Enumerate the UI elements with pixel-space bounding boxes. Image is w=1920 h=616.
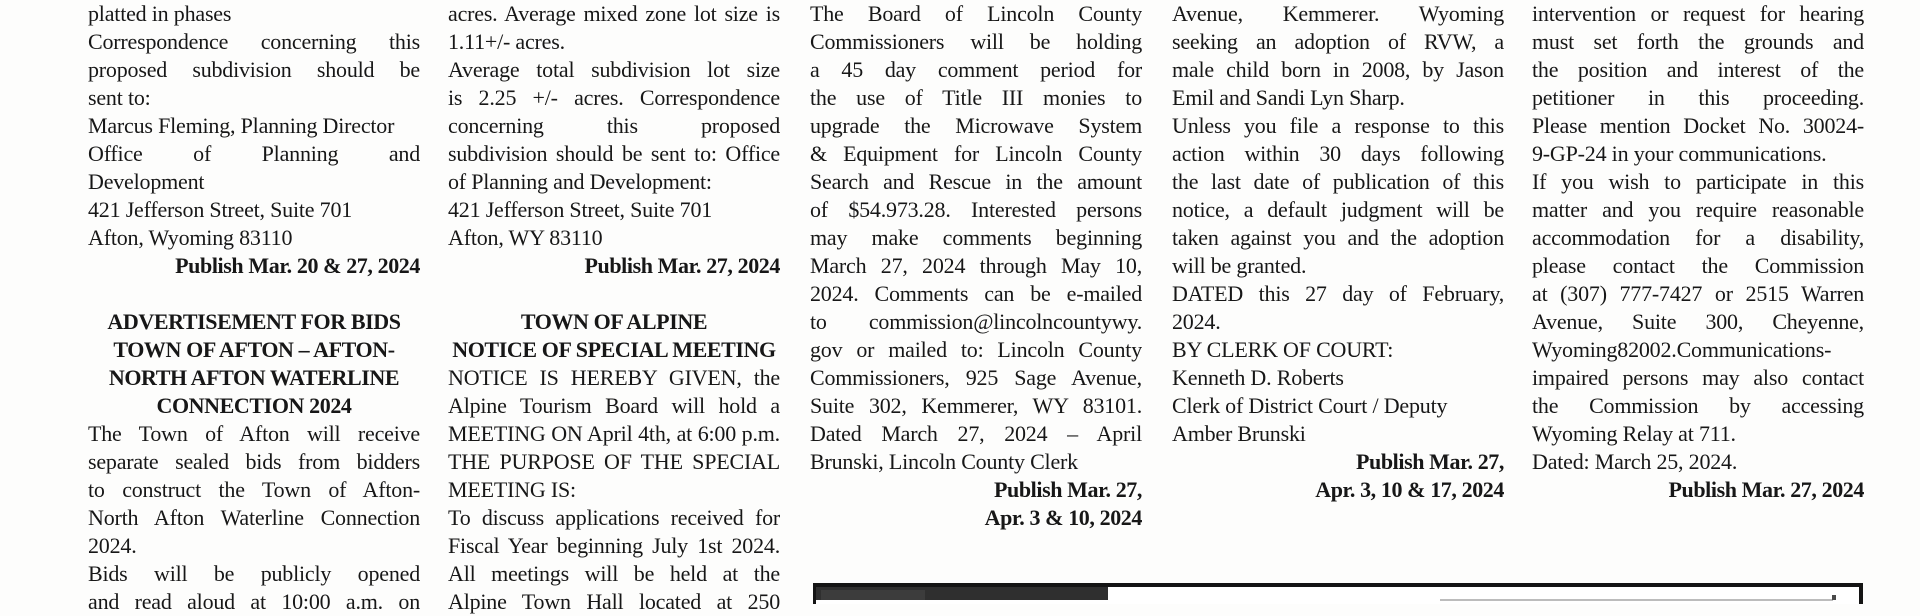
notice-line: Avenue, Kemmerer. Wyoming xyxy=(1172,1,1504,26)
notice-line: subdivision should be sent to: Office xyxy=(448,141,780,166)
notice-line: sent to: xyxy=(88,85,151,110)
notice-line: 1.11+/- acres. xyxy=(448,29,565,54)
notice-line: Wyoming82002.Communications- xyxy=(1532,337,1832,362)
notice-line: Afton, WY 83110 xyxy=(448,225,603,250)
notice-line: Search and Rescue in the amount xyxy=(810,169,1142,194)
notice-line: the Commission by accessing xyxy=(1532,393,1864,418)
notice-line: 421 Jefferson Street, Suite 701 xyxy=(88,197,353,222)
notice-line: North Afton Waterline Connection xyxy=(88,505,420,530)
notice-line: Unless you file a response to this xyxy=(1172,113,1504,138)
notice-line: The Board of Lincoln County xyxy=(810,1,1142,26)
notice-line: Commissioners, 925 Sage Avenue, xyxy=(810,365,1142,390)
notice-line: Wyoming Relay at 711. xyxy=(1532,421,1736,446)
notice-line: 2024. xyxy=(88,533,137,558)
notice-line: Afton, Wyoming 83110 xyxy=(88,225,293,250)
notice-line: Apr. 3, 10 & 17, 2024 xyxy=(1315,477,1504,502)
notice-line: Suite 302, Kemmerer, WY 83101. xyxy=(810,393,1142,418)
notice-line: Alpine Town Hall located at 250 xyxy=(448,589,780,614)
notice-line: ADVERTISEMENT FOR BIDS xyxy=(107,309,401,334)
notice-line: NOTICE OF SPECIAL MEETING xyxy=(452,337,776,362)
notice-line: Emil and Sandi Lyn Sharp. xyxy=(1172,85,1405,110)
notice-line: Fiscal Year beginning July 1st 2024. xyxy=(448,533,780,558)
notice-line: concerning this proposed xyxy=(448,113,780,138)
ad-dark-panel-highlight xyxy=(821,590,925,600)
notice-line: CONNECTION 2024 xyxy=(156,393,352,418)
bottom-ad-box xyxy=(813,583,1863,604)
notice-line: at (307) 777-7427 or 2515 Warren xyxy=(1532,281,1864,306)
notice-line: taken against you and the adoption xyxy=(1172,225,1504,250)
notice-line: All meetings will be held at the xyxy=(448,561,780,586)
notice-line: a 45 day comment period for xyxy=(810,57,1142,82)
notice-line: notice, a default judgment will be xyxy=(1172,197,1504,222)
notice-column-1 xyxy=(88,0,420,616)
notice-line: NORTH AFTON WATERLINE xyxy=(108,365,400,390)
notice-line: Apr. 3 & 10, 2024 xyxy=(984,505,1142,530)
notice-line: gov or mailed to: Lincoln County xyxy=(810,337,1142,362)
notice-line: Commissioners will be holding xyxy=(810,29,1142,54)
notice-line: Avenue, Suite 300, Cheyenne, xyxy=(1532,309,1864,334)
notice-line: Marcus Fleming, Planning Director xyxy=(88,113,395,138)
notice-line: Clerk of District Court / Deputy xyxy=(1172,393,1448,418)
notice-line: 2024. Comments can be e-mailed xyxy=(810,281,1142,306)
spacer-line xyxy=(448,280,780,308)
notice-line: matter and you require reasonable xyxy=(1532,197,1864,222)
notice-line: is 2.25 +/- acres. Correspondence xyxy=(448,85,780,110)
ad-inner-frame-edge xyxy=(1440,599,1833,601)
notice-line: Publish Mar. 27, 2024 xyxy=(1668,477,1864,502)
notice-line: Publish Mar. 20 & 27, 2024 xyxy=(175,253,420,278)
notice-line: Average total subdivision lot size xyxy=(448,57,780,82)
notice-line: Correspondence concerning this xyxy=(88,29,420,54)
notice-line: will be granted. xyxy=(1172,253,1307,278)
notice-line: of Planning and Development: xyxy=(448,169,712,194)
notice-line: BY CLERK OF COURT: xyxy=(1172,337,1394,362)
notice-line: Kenneth D. Roberts xyxy=(1172,365,1344,390)
notice-line: the last date of publication of this xyxy=(1172,169,1504,194)
notice-line: TOWN OF AFTON – AFTON- xyxy=(113,337,395,362)
notice-line: please contact the Commission xyxy=(1532,253,1864,278)
notice-line: must set forth the grounds and xyxy=(1532,29,1864,54)
notice-line: The Town of Afton will receive xyxy=(88,421,420,446)
notice-line: & Equipment for Lincoln County xyxy=(810,141,1142,166)
notice-line: Dated: March 25, 2024. xyxy=(1532,449,1738,474)
notice-line: and read aloud at 10:00 a.m. on xyxy=(88,589,420,614)
notice-line: of $54.973.28. Interested persons xyxy=(810,197,1142,222)
notice-line: accommodation for a disability, xyxy=(1532,225,1864,250)
notice-line: Publish Mar. 27, xyxy=(1355,449,1504,474)
notice-line: acres. Average mixed zone lot size is xyxy=(448,1,780,26)
notice-line: may make comments beginning xyxy=(810,225,1142,250)
notice-line: separate sealed bids from bidders xyxy=(88,449,420,474)
notice-line: 421 Jefferson Street, Suite 701 xyxy=(448,197,713,222)
notice-column-5 xyxy=(1532,0,1864,504)
notice-line: To discuss applications received for xyxy=(448,505,780,530)
ad-dark-panel xyxy=(816,587,1108,600)
notice-line: Brunski, Lincoln County Clerk xyxy=(810,449,1078,474)
notice-line: Amber Brunski xyxy=(1172,421,1306,446)
notice-line: to construct the Town of Afton- xyxy=(88,477,420,502)
notice-line: Alpine Tourism Board will hold a xyxy=(448,393,780,418)
notice-line: NOTICE IS HEREBY GIVEN, the xyxy=(448,365,780,390)
notice-line: platted in phases xyxy=(88,1,232,26)
notice-line: the use of Title III monies to xyxy=(810,85,1142,110)
notice-line: THE PURPOSE OF THE SPECIAL xyxy=(448,449,780,474)
notice-line: March 27, 2024 through May 10, xyxy=(810,253,1142,278)
notice-line: Development xyxy=(88,169,205,194)
spacer-line xyxy=(88,280,420,308)
notice-line: DATED this 27 day of February, xyxy=(1172,281,1504,306)
notice-line: upgrade the Microwave System xyxy=(810,113,1142,138)
notice-line: MEETING IS: xyxy=(448,477,576,502)
notice-line: proposed subdivision should be xyxy=(88,57,420,82)
notice-line: impaired persons may also contact xyxy=(1532,365,1864,390)
ad-partial-glyph xyxy=(1832,595,1836,600)
notice-column-3 xyxy=(810,0,1142,532)
notice-line: 2024. xyxy=(1172,309,1221,334)
notice-line: Office of Planning and xyxy=(88,141,420,166)
notice-line: to commission@lincolncountywy. xyxy=(810,309,1142,334)
notice-line: Publish Mar. 27, xyxy=(993,477,1142,502)
notice-line: Bids will be publicly opened xyxy=(88,561,420,586)
notice-line: male child born in 2008, by Jason xyxy=(1172,57,1504,82)
notice-line: TOWN OF ALPINE xyxy=(520,309,708,334)
notice-line: Please mention Docket No. 30024- xyxy=(1532,113,1864,138)
notice-line: seeking an adoption of RVW, a xyxy=(1172,29,1504,54)
notice-line: action within 30 days following xyxy=(1172,141,1504,166)
notice-line: the position and interest of the xyxy=(1532,57,1864,82)
notice-line: MEETING ON April 4th, at 6:00 p.m. xyxy=(448,421,780,446)
notice-column-2 xyxy=(448,0,780,616)
notice-line: petitioner in this proceeding. xyxy=(1532,85,1864,110)
notice-line: Dated March 27, 2024 – April xyxy=(810,421,1142,446)
notice-line: Publish Mar. 27, 2024 xyxy=(584,253,780,278)
notice-line: If you wish to participate in this xyxy=(1532,169,1864,194)
notice-column-4 xyxy=(1172,0,1504,504)
notice-line: 9-GP-24 in your communications. xyxy=(1532,141,1827,166)
notice-line: intervention or request for hearing xyxy=(1532,1,1864,26)
